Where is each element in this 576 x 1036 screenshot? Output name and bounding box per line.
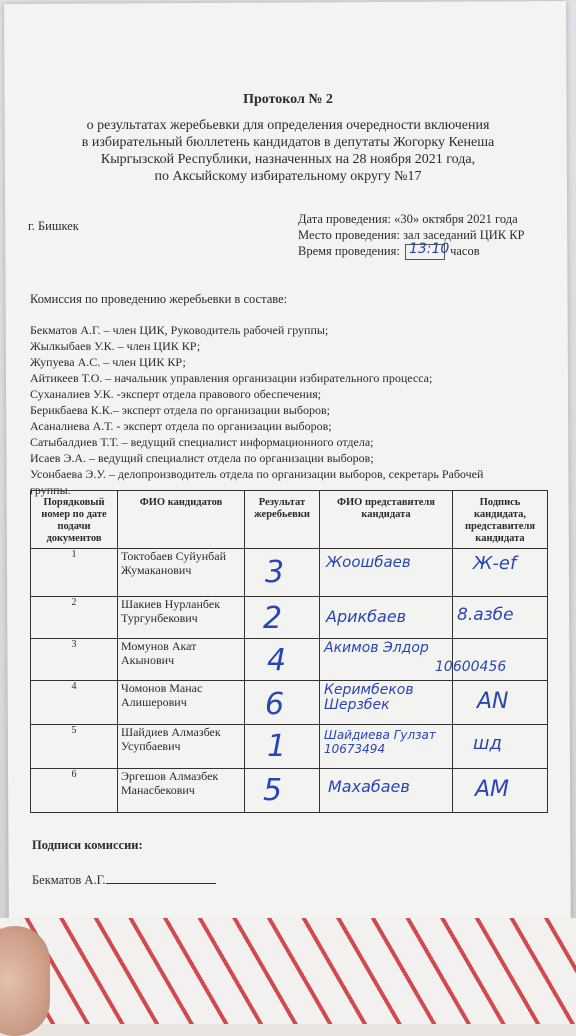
row-number: 5 xyxy=(31,725,118,769)
signature: AN xyxy=(477,689,509,714)
member-4: Айтикеев Т.О. – начальник управления организации избирательного процесса; xyxy=(30,371,433,385)
table-row xyxy=(31,597,548,639)
draw-result-cell xyxy=(245,597,320,639)
row-number: 2 xyxy=(31,597,118,639)
representative-name: Акимов Элдор xyxy=(324,640,429,656)
draw-result: 3 xyxy=(265,555,285,590)
place-line: Место проведения: зал заседаний ЦИК КР xyxy=(298,228,525,242)
representative-cell xyxy=(320,549,453,597)
draw-result-cell xyxy=(245,769,320,813)
member-10: Усонбаева Э.У. – делопроизводитель отдела по организации выборов, секретарь Рабочей xyxy=(30,467,484,481)
member-5: Суханалиев У.К. -эксперт отдела правового обеспечения; xyxy=(30,387,322,401)
signature: 10600456 xyxy=(435,659,507,675)
draw-result: 2 xyxy=(263,601,283,636)
member-11: группы. xyxy=(30,483,71,497)
signature-cell xyxy=(453,725,548,769)
representative-cell xyxy=(320,725,453,769)
signature-cell xyxy=(453,681,548,725)
header-candidate-name: ФИО кандидатов xyxy=(118,491,245,549)
candidate-name: Эргешов Алмазбек Манасбекович xyxy=(118,769,245,813)
candidates-table xyxy=(30,490,548,813)
representative-name: Махабаев xyxy=(328,777,410,796)
draw-result-cell xyxy=(245,549,320,597)
candidate-name: Токтобаев Суйунбай Жумаканович xyxy=(118,549,245,597)
row-number: 4 xyxy=(31,681,118,725)
draw-result-cell xyxy=(245,725,320,769)
time-handwritten: 13:10 xyxy=(408,241,450,258)
header-signature: Подпись кандидата, представителя кандидата xyxy=(453,491,548,549)
subtitle-line-2: в избирательный бюллетень кандидатов в депутаты Жогорку Кенеша xyxy=(81,135,495,150)
header-order-number: Порядковый номер по дате подачи документов xyxy=(31,491,118,549)
table-row xyxy=(31,681,548,725)
commission-intro: Комиссия по проведению жеребьевки в составе: xyxy=(30,292,288,306)
row-number: 6 xyxy=(31,769,118,813)
city: г. Бишкек xyxy=(28,219,79,233)
table-row xyxy=(31,549,548,597)
signature-cell xyxy=(453,597,548,639)
subtitle-line-3: Кыргызской Республики, назначенных на 28 ноября 2021 года, xyxy=(100,152,476,167)
member-6: Берикбаева К.К.– эксперт отдела по организации выборов; xyxy=(30,403,330,417)
time-line xyxy=(298,241,480,260)
table-row xyxy=(31,639,548,681)
draw-result: 1 xyxy=(267,729,287,764)
draw-result-cell xyxy=(245,681,320,725)
signature: AM xyxy=(475,777,510,802)
member-9: Исаев Э.А. – ведущий специалист отдела по организации выборов; xyxy=(30,451,374,465)
representative-name: Жоошбаев xyxy=(326,553,411,571)
document-title: Протокол № 2 xyxy=(243,92,333,107)
subtitle-line-1: о результатах жеребьевки для определения очередности включения xyxy=(86,118,490,133)
thumb xyxy=(0,926,50,1036)
candidate-name: Момунов Акат Акынович xyxy=(118,639,245,681)
signature-cell xyxy=(435,639,548,681)
signature: Ж-ef xyxy=(473,553,517,574)
representative-cell xyxy=(320,597,453,639)
header-representative: ФИО представителя кандидата xyxy=(320,491,453,549)
candidate-name: Чомонов Манас Алишерович xyxy=(118,681,245,725)
candidate-name: Шайдиев Алмазбек Усупбаевич xyxy=(118,725,245,769)
member-3: Жупуева А.С. – член ЦИК КР; xyxy=(30,355,186,369)
signatures-label: Подписи комиссии: xyxy=(32,838,143,852)
row-number: 3 xyxy=(31,639,118,681)
representative-cell xyxy=(320,769,453,813)
draw-result: 4 xyxy=(267,643,287,678)
signature: шд xyxy=(473,733,502,754)
commission-signer xyxy=(32,872,216,887)
date-line: Дата проведения: «30» октября 2021 года xyxy=(298,212,518,226)
member-1: Бекматов А.Г. – член ЦИК, Руководитель рабочей группы; xyxy=(30,323,329,337)
representative-cell xyxy=(320,681,453,725)
time-label: Время проведения: xyxy=(298,244,400,258)
draw-result-cell xyxy=(245,639,320,681)
representative-name: Арикбаев xyxy=(326,607,407,626)
time-suffix: часов xyxy=(450,244,480,258)
row-number: 1 xyxy=(31,549,118,597)
signer-name: Бекматов А.Г. xyxy=(32,873,106,887)
striped-tablecloth xyxy=(0,918,576,1024)
candidate-name: Шакиев Нурланбек Тургунбекович xyxy=(118,597,245,639)
signature-cell xyxy=(453,549,548,597)
signature-cell xyxy=(453,769,548,813)
header-draw-result: Результат жеребьевки xyxy=(245,491,320,549)
time-box xyxy=(405,241,450,260)
member-2: Жылкыбаев У.К. – член ЦИК КР; xyxy=(30,339,201,353)
representative-name: Шайдиева Гулзат 10673494 xyxy=(324,728,436,756)
representative-name: Керимбеков Шерзбек xyxy=(324,682,414,714)
signature: 8.азбе xyxy=(457,605,514,625)
table-row xyxy=(31,769,548,813)
draw-result: 6 xyxy=(265,687,285,722)
member-8: Сатыбалдиев Т.Т. – ведущий специалист информационного отдела; xyxy=(30,435,374,449)
member-7: Асаналиева А.Т. - эксперт отдела по организации выборов; xyxy=(30,419,332,433)
signature-line xyxy=(106,872,216,884)
representative-cell xyxy=(320,639,453,681)
draw-result: 5 xyxy=(263,773,283,808)
subtitle-line-4: по Аксыйскому избирательному округу №17 xyxy=(154,169,422,184)
table-row xyxy=(31,725,548,769)
